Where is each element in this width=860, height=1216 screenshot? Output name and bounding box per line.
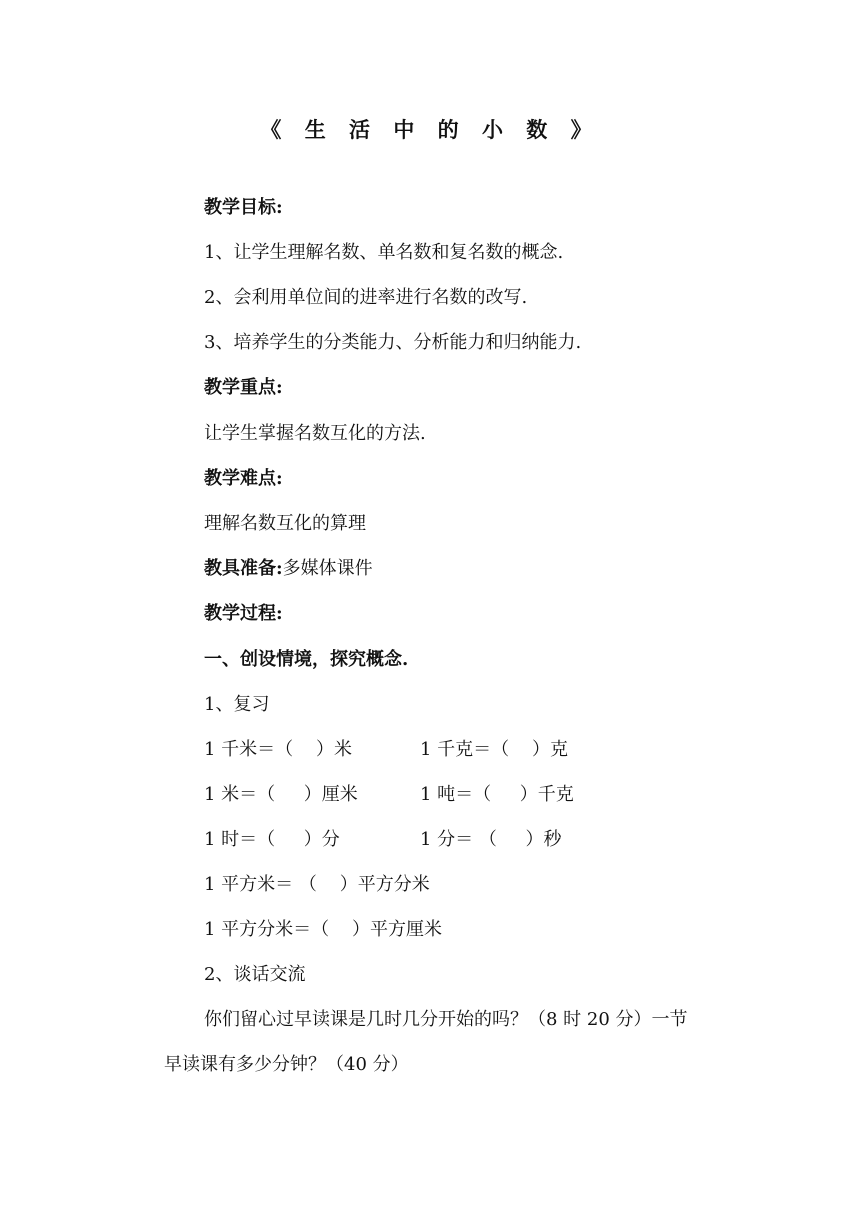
objectives-heading: 教学目标: xyxy=(204,197,283,218)
objective-item-2: 2、会利用单位间的进率进行名数的改写. xyxy=(204,287,528,308)
review-row-2-left: 1 米＝（ ）厘米 xyxy=(204,784,358,805)
objective-item-1: 1、让学生理解名数、单名数和复名数的概念. xyxy=(204,242,564,263)
review-heading: 1、复习 xyxy=(204,694,270,715)
key-points-text: 让学生掌握名数互化的方法. xyxy=(204,423,426,444)
difficulty-text: 理解名数互化的算理 xyxy=(204,513,366,534)
review-row-3-right: 1 分＝ （ ）秒 xyxy=(420,829,562,850)
review-row-3-left: 1 时＝（ ）分 xyxy=(204,829,340,850)
section-1-heading: 一、创设情境，探究概念. xyxy=(204,649,409,670)
key-points-heading: 教学重点: xyxy=(204,377,283,398)
review-row-2-right: 1 吨＝（ ）千克 xyxy=(420,784,574,805)
review-single-1: 1 平方米＝ （ ）平方分米 xyxy=(204,874,430,895)
objective-item-3: 3、培养学生的分类能力、分析能力和归纳能力. xyxy=(204,332,582,353)
difficulty-heading: 教学难点: xyxy=(204,468,283,489)
tools-line xyxy=(204,556,373,582)
tools-heading: 教具准备: xyxy=(204,558,283,579)
process-heading: 教学过程: xyxy=(204,603,283,624)
talk-paragraph-line-1: 你们留心过早读课是几时几分开始的吗？（8 时 20 分）一节 xyxy=(204,1009,688,1030)
review-single-2: 1 平方分米＝（ ）平方厘米 xyxy=(204,919,443,940)
talk-heading: 2、谈话交流 xyxy=(204,964,306,985)
talk-paragraph-line-2: 早读课有多少分钟？（40 分） xyxy=(164,1054,409,1075)
review-row-1-left: 1 千米＝（ ）米 xyxy=(204,739,353,760)
document-title: 《 生 活 中 的 小 数 》 xyxy=(260,117,600,142)
tools-text: 多媒体课件 xyxy=(282,558,373,579)
review-row-1-right: 1 千克＝（ ）克 xyxy=(420,739,569,760)
